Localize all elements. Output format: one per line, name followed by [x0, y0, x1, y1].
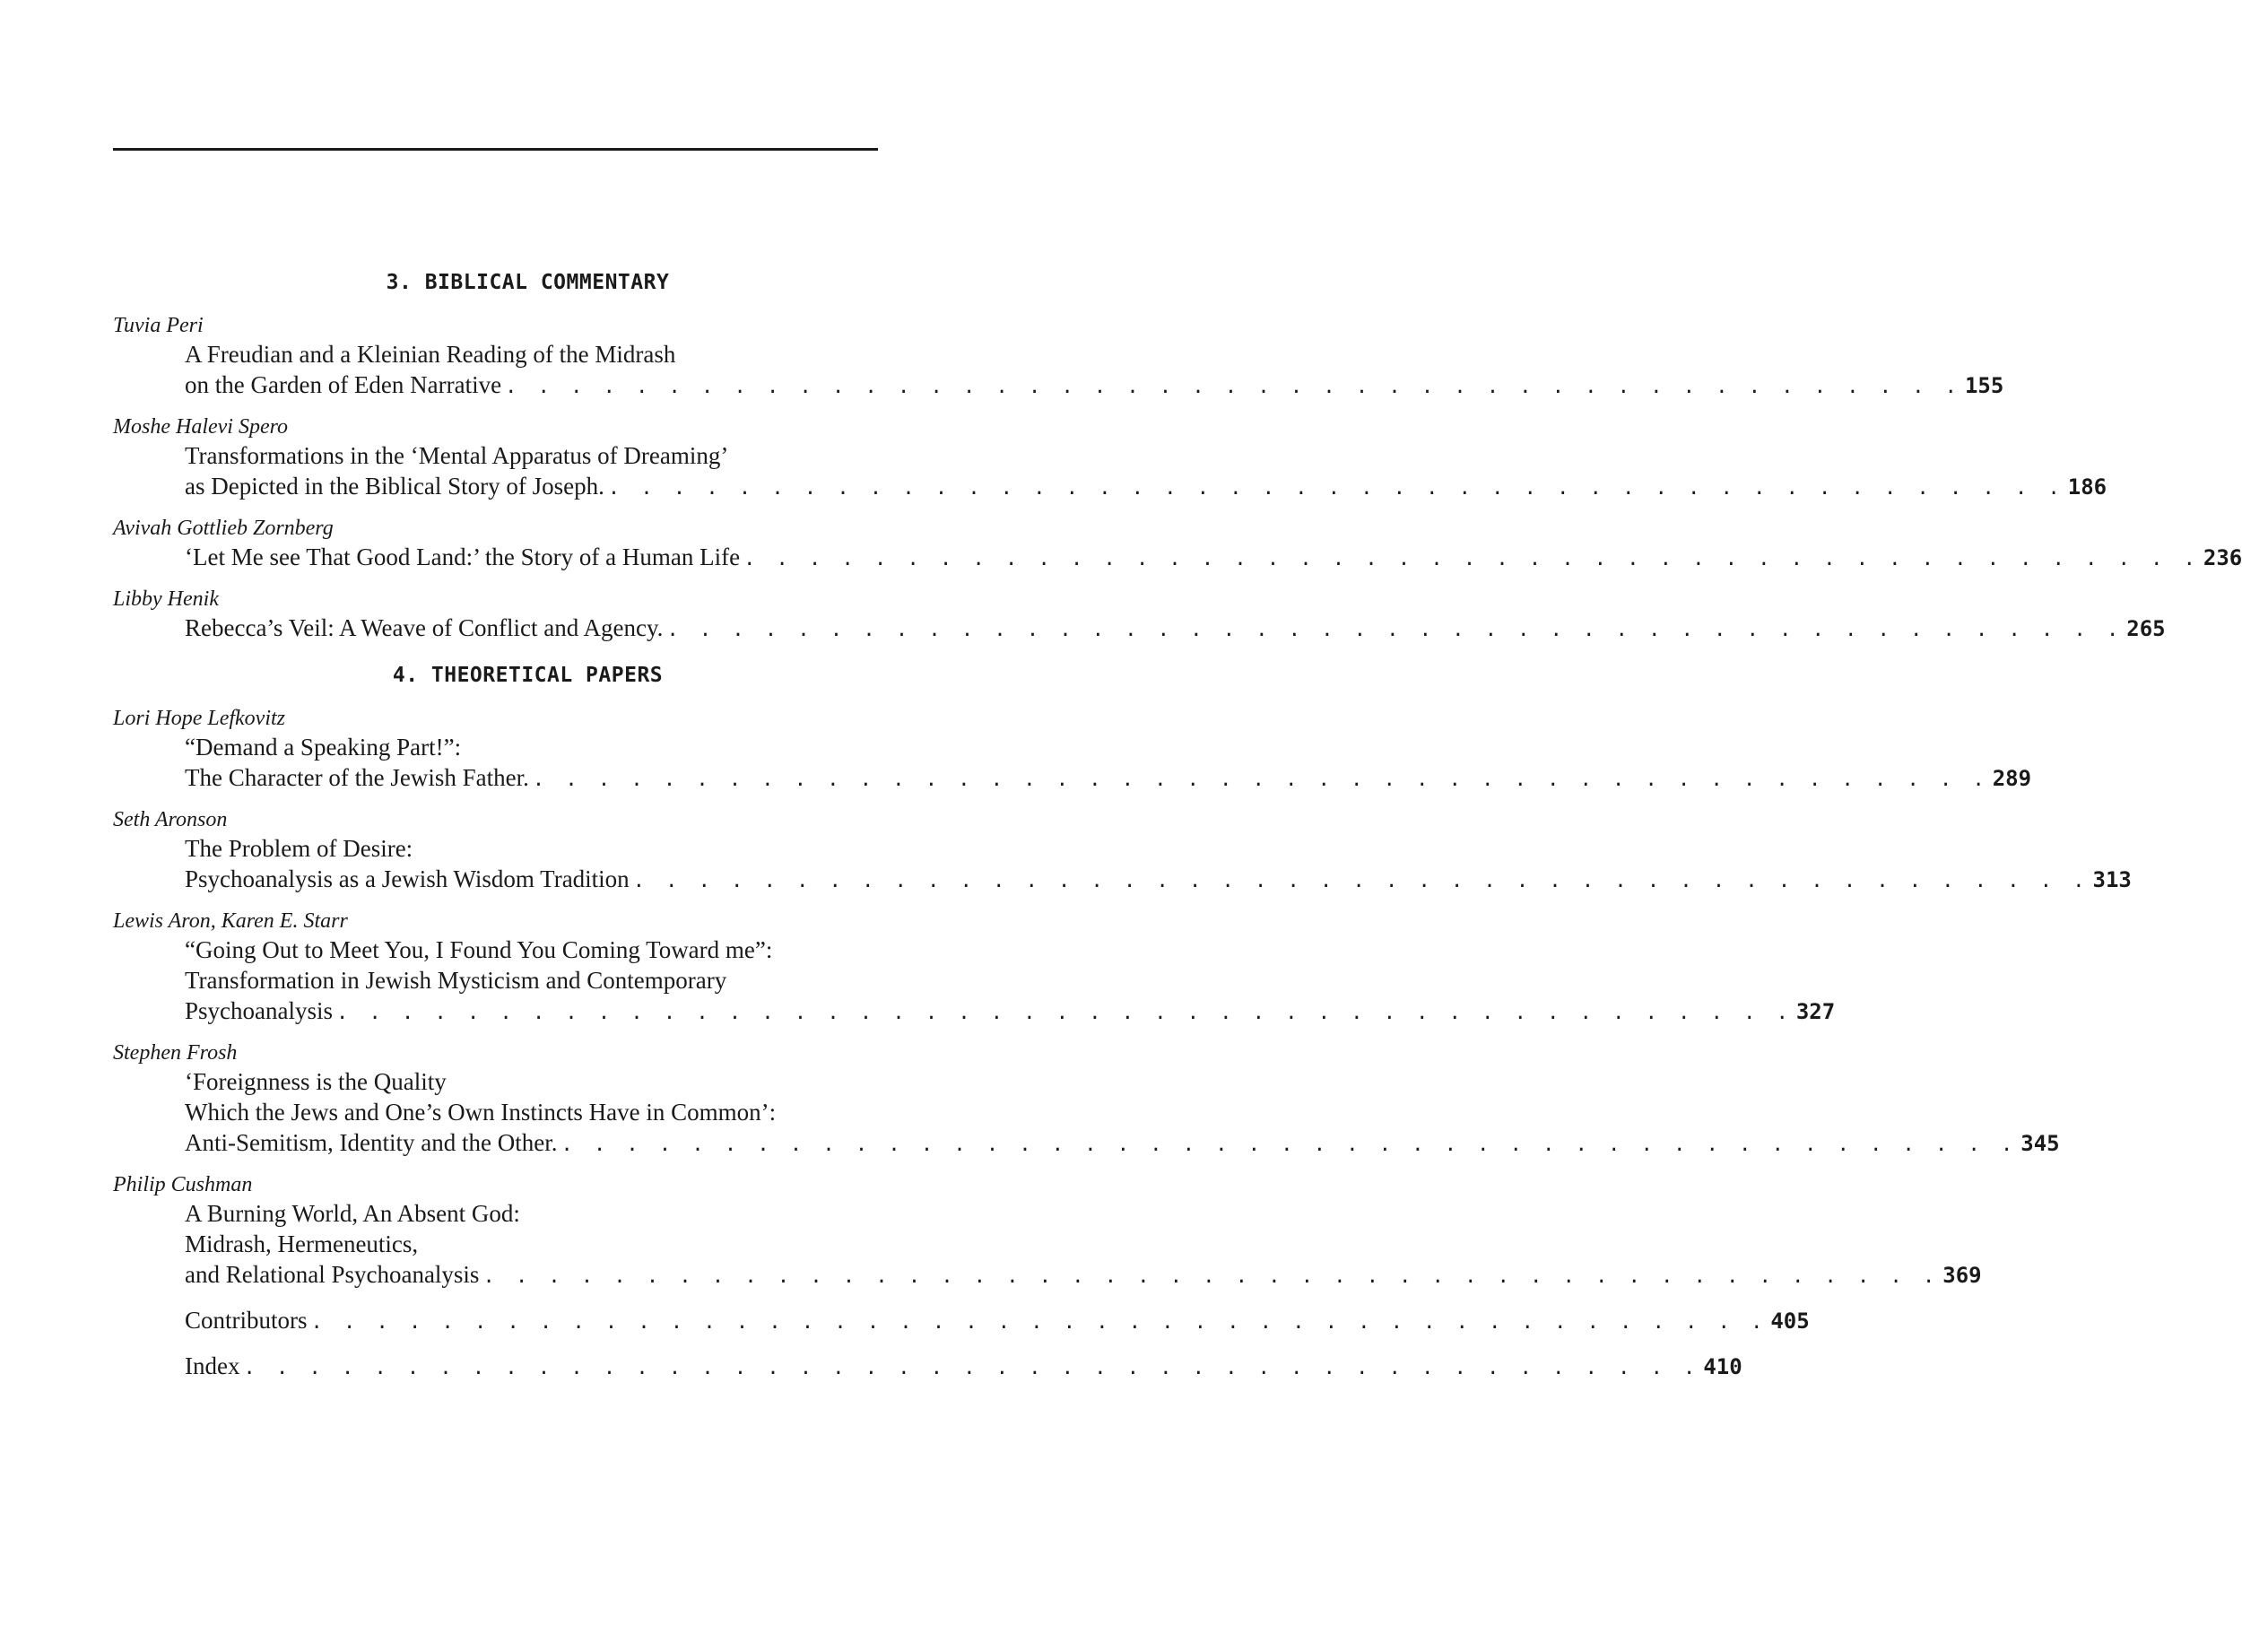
dot-leader: . . . . . . . . . . . . . . . . . . . . . . . . . . . . . . . . . . . . . . . . . . . . .: [505, 376, 1961, 398]
page-number: 155: [1964, 373, 2004, 398]
dot-leader: . . . . . . . . . . . . . . . . . . . . . . . . . . . . . . . . . . . . . . . . . . . . .: [607, 477, 2064, 500]
entry-final-line: [185, 1127, 2060, 1161]
dot-leader: . . . . . . . . . . . . . . . . . . . . . . . . . . . . . . . . . . . . . . . . . . . . .: [632, 870, 2090, 892]
table-of-contents: [113, 269, 2242, 1384]
toc-entry[interactable]: [113, 312, 2004, 403]
page-number: 265: [2126, 616, 2166, 641]
section-heading: 3. BIBLICAL COMMENTARY: [386, 271, 670, 294]
top-rule: [113, 148, 878, 151]
entry-author: Lewis Aron, Karen E. Starr: [113, 909, 348, 933]
dot-leader: . . . . . . . . . . . . . . . . . . . . . . . . . . . . . . . . . . . . . . . . . . . . .: [666, 619, 2124, 641]
page-number: 236: [2203, 545, 2242, 570]
entry-author: Philip Cushman: [113, 1173, 253, 1196]
entry-title-line: Midrash, Hermeneutics,: [185, 1230, 419, 1257]
entry-author: Lori Hope Lefkovitz: [113, 707, 285, 730]
toc-entry[interactable]: [113, 705, 2032, 796]
entry-final-line: [185, 542, 2242, 575]
entry-title-line: Psychoanalysis: [185, 997, 333, 1024]
page-number: 313: [2092, 867, 2132, 892]
entry-title-line: Rebecca’s Veil: A Weave of Conflict and Agency.: [185, 614, 664, 641]
entry-author: Seth Aronson: [113, 808, 228, 831]
page-number: 369: [1942, 1263, 1982, 1288]
entry-title-line: Anti-Semitism, Identity and the Other.: [185, 1129, 558, 1156]
entry-title-line: and Relational Psychoanalysis: [185, 1261, 480, 1288]
toc-entry[interactable]: [113, 1039, 2060, 1161]
entry-author: Stephen Frosh: [113, 1041, 238, 1065]
page-number: 186: [2067, 474, 2107, 500]
dot-leader: . . . . . . . . . . . . . . . . . . . . . . . . . . . . . . . . . . . . . . . . . . . . .: [482, 1265, 1940, 1288]
entry-author: Avivah Gottlieb Zornberg: [113, 517, 334, 540]
entry-title-line: Which the Jews and One’s Own Instincts Have in Common’:: [185, 1099, 777, 1126]
dot-leader: . . . . . . . . . . . . . . . . . . . . . . . . . . . . . . . . . . . . . . . . . . . . .: [310, 1311, 1768, 1334]
entry-final-line: [185, 762, 2032, 796]
entry-author: Tuvia Peri: [113, 314, 204, 337]
entry-author: Moshe Halevi Spero: [113, 415, 289, 439]
entry-final-line: [185, 471, 2107, 504]
entry-title-line: Contributors: [185, 1307, 308, 1334]
entry-title-line: “Demand a Speaking Part!”:: [185, 734, 462, 761]
entry-title-line: Transformations in the ‘Mental Apparatus of Dreaming’: [185, 442, 729, 469]
entry-title-line: “Going Out to Meet You, I Found You Coming Toward me”:: [185, 936, 773, 963]
page-number: 345: [2020, 1131, 2060, 1156]
entry-title-line: The Character of the Jewish Father.: [185, 764, 529, 791]
entry-final-line: [185, 1259, 1982, 1292]
entry-title-line: ‘Let Me see That Good Land:’ the Story of a Human Life: [185, 543, 741, 570]
page-number: 327: [1795, 999, 1836, 1024]
section-heading: 4. THEORETICAL PAPERS: [392, 664, 664, 687]
toc-entry[interactable]: [113, 1171, 1982, 1292]
page-number: 289: [1992, 766, 2032, 791]
entry-final-line: [185, 370, 2004, 403]
entry-title-line: A Freudian and a Kleinian Reading of the Midrash: [185, 341, 676, 368]
entry-title-line: A Burning World, An Absent God:: [185, 1200, 520, 1227]
dot-leader: . . . . . . . . . . . . . . . . . . . . . . . . . . . . . . . . . . . . . . . . . . . . .: [532, 769, 1989, 791]
entry-title-line: The Problem of Desire:: [185, 835, 413, 862]
entry-title-line: ‘Foreignness is the Quality: [185, 1068, 447, 1095]
entry-final-line: [185, 996, 1836, 1029]
entry-title-line: Transformation in Jewish Mysticism and Contemporary: [185, 967, 727, 994]
toc-entry[interactable]: [113, 515, 2242, 575]
dot-leader: . . . . . . . . . . . . . . . . . . . . . . . . . . . . . . . . . . . . . . . . . . . . .: [336, 1002, 1793, 1024]
dot-leader: . . . . . . . . . . . . . . . . . . . . . . . . . . . . . . . . . . . . . . . . . . . . .: [743, 548, 2200, 570]
entry-final-line: [185, 864, 2132, 897]
entry-title-line: as Depicted in the Biblical Story of Joseph.: [185, 473, 604, 500]
entry-author: Libby Henik: [113, 587, 219, 611]
page-number: 405: [1770, 1309, 1810, 1334]
toc-entry[interactable]: [113, 413, 2107, 504]
dot-leader: . . . . . . . . . . . . . . . . . . . . . . . . . . . . . . . . . . . . . . . . . . . . .: [560, 1134, 2018, 1156]
toc-entry[interactable]: [113, 586, 2166, 646]
entry-final-line: [185, 613, 2166, 646]
toc-entry[interactable]: [113, 908, 1836, 1029]
toc-entry[interactable]: [113, 806, 2132, 897]
entry-title-line: on the Garden of Eden Narrative: [185, 371, 502, 398]
toc-entry-index[interactable]: [185, 1351, 1742, 1384]
toc-entry-contributors[interactable]: [185, 1305, 1810, 1338]
entry-title-line: Index: [185, 1352, 240, 1379]
entry-title-line: Psychoanalysis as a Jewish Wisdom Tradition: [185, 865, 630, 892]
dot-leader: . . . . . . . . . . . . . . . . . . . . . . . . . . . . . . . . . . . . . . . . . . . . .: [243, 1357, 1700, 1379]
page-number: 410: [1703, 1354, 1742, 1379]
